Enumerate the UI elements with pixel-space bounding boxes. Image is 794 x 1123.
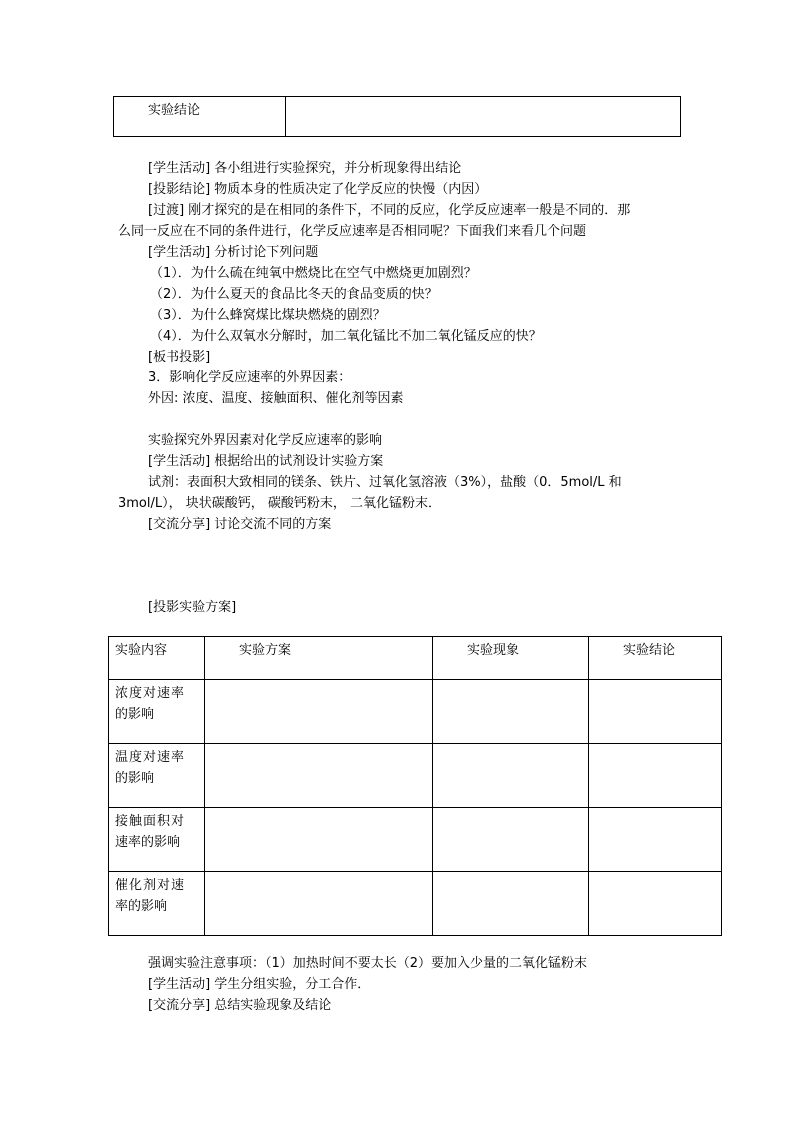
plan-cell — [205, 744, 433, 808]
header-content: 实验内容 — [109, 637, 205, 680]
question-1: （1）．为什么硫在纯氧中燃烧比在空气中燃烧更加剧烈？ — [150, 266, 477, 281]
reagents-line: 试剂：表面积大致相同的镁条、铁片、过氧化氢溶液（3%），盐酸（0．5mol/L 和 — [148, 475, 622, 490]
row-label: 催化剂对速 率的影响 — [109, 872, 205, 936]
conclusion-cell — [589, 744, 722, 808]
text-line: 么同一反应在不同的条件进行，化学反应速率是否相同呢？下面我们来看几个问题 — [118, 224, 587, 239]
reagents-line-cont: 3mol/L）， 块状碳酸钙， 碳酸钙粉末， 二氧化锰粉末． — [118, 496, 442, 511]
conclusion-table — [113, 96, 681, 137]
plan-cell — [205, 808, 433, 872]
text-line: 实验探究外界因素对化学反应速率的影响 — [148, 433, 383, 448]
table-row — [109, 680, 722, 744]
plan-cell — [205, 680, 433, 744]
conclusion-cell — [589, 872, 722, 936]
conclusion-label: 实验结论 — [114, 97, 286, 137]
text-line: [投影实验方案] — [148, 600, 237, 615]
conclusion-cell — [589, 808, 722, 872]
phenomenon-cell — [433, 808, 589, 872]
question-4: （4）．为什么双氧水分解时，加二氧化锰比不加二氧化锰反应的快？ — [150, 329, 542, 344]
experiment-plan-table — [108, 636, 722, 936]
section-heading: 3．影响化学反应速率的外界因素： — [148, 370, 352, 385]
text-line: [过渡] 刚才探究的是在相同的条件下，不同的反应，化学反应速率一般是不同的．那 — [148, 203, 631, 218]
question-2: （2）．为什么夏天的食品比冬天的食品变质的快？ — [150, 287, 438, 302]
text-line: [投影结论] 物质本身的性质决定了化学反应的快慢（内因） — [148, 182, 488, 197]
table-row — [109, 744, 722, 808]
row-label: 接触面积对 速率的影响 — [109, 808, 205, 872]
phenomenon-cell — [433, 872, 589, 936]
text-line: [交流分享] 总结实验现象及结论 — [148, 998, 332, 1013]
phenomenon-cell — [433, 680, 589, 744]
row-label: 浓度对速率 的影响 — [109, 680, 205, 744]
conclusion-cell — [589, 680, 722, 744]
table-row — [109, 872, 722, 936]
text-line: [学生活动] 学生分组实验，分工合作． — [148, 977, 371, 992]
header-plan: 实验方案 — [205, 637, 433, 680]
phenomenon-cell — [433, 744, 589, 808]
text-line: [学生活动] 根据给出的试剂设计实验方案 — [148, 454, 384, 469]
table-row — [109, 808, 722, 872]
text-line: [学生活动] 分析讨论下列问题 — [148, 245, 319, 260]
header-conclusion: 实验结论 — [589, 637, 722, 680]
text-line: 强调实验注意事项：（1）加热时间不要太长（2）要加入少量的二氧化锰粉末 — [148, 956, 588, 971]
text-line: [板书投影] — [148, 350, 211, 365]
plan-cell — [205, 872, 433, 936]
text-line: 外因: 浓度、温度、接触面积、催化剂等因素 — [148, 391, 404, 406]
text-line: [学生活动] 各小组进行实验探究，并分析现象得出结论 — [148, 161, 462, 176]
header-phenomenon: 实验现象 — [433, 637, 589, 680]
question-3: （3）．为什么蜂窝煤比煤块燃烧的剧烈？ — [150, 308, 386, 323]
text-line: [交流分享] 讨论交流不同的方案 — [148, 517, 332, 532]
row-label: 温度对速率 的影响 — [109, 744, 205, 808]
conclusion-value — [286, 97, 681, 137]
